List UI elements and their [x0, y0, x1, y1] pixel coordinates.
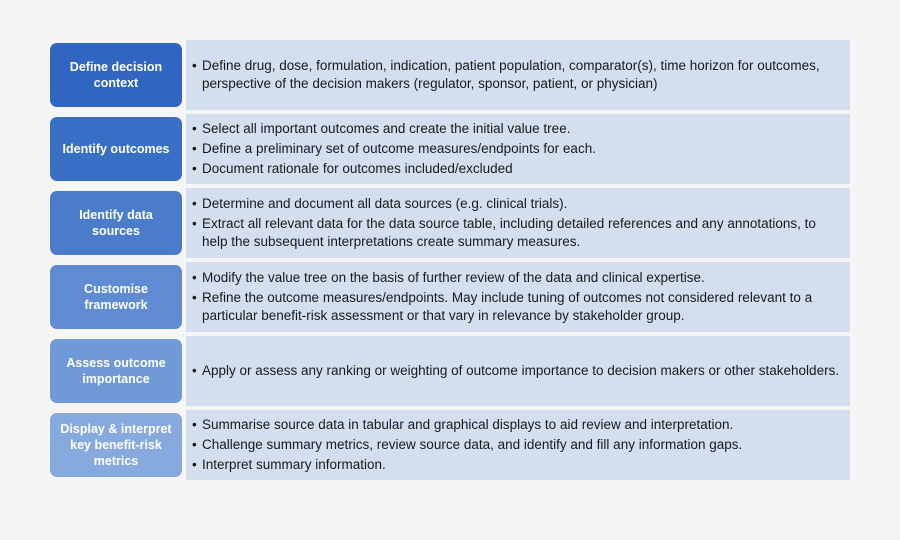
step-details — [186, 262, 850, 332]
bullet-icon: • — [192, 196, 197, 211]
step-row-assess-outcome-importance — [50, 336, 850, 406]
step-label: Display & interpret key benefit-risk metrics — [50, 413, 182, 477]
step-label: Identify data sources — [50, 191, 182, 255]
step-row-identify-outcomes — [50, 114, 850, 184]
bullet-icon: • — [192, 363, 197, 378]
step-label: Identify outcomes — [50, 117, 182, 181]
step-details — [186, 336, 850, 406]
step-label: Customise framework — [50, 265, 182, 329]
step-row-define-decision-context — [50, 40, 850, 110]
step-row-customise-framework — [50, 262, 850, 332]
bullet-icon: • — [192, 457, 197, 472]
bullet-item: • Extract all relevant data for the data source table, including detailed references and any annotations, to help the subsequent interpretations create summary measures. — [192, 216, 816, 249]
bullet-item: • Modify the value tree on the basis of further review of the data and clinical expertise. — [192, 270, 705, 285]
bullet-item: • Determine and document all data sources (e.g. clinical trials). — [192, 196, 568, 211]
step-details — [186, 188, 850, 258]
bullet-icon: • — [192, 121, 197, 136]
step-label: Define decision context — [50, 43, 182, 107]
bullet-item: • Define a preliminary set of outcome measures/endpoints for each. — [192, 141, 596, 156]
bullet-icon: • — [192, 141, 197, 156]
bullet-icon: • — [192, 161, 197, 176]
bullet-icon: • — [192, 417, 197, 432]
bullet-icon: • — [192, 58, 197, 73]
bullet-item: • Define drug, dose, formulation, indication, patient population, comparator(s), time horizon for outcomes, perspective of the decision makers (regulator, sponsor, patient, or physician) — [192, 58, 820, 91]
step-details — [186, 40, 850, 110]
bullet-icon: • — [192, 290, 197, 305]
bullet-icon: • — [192, 270, 197, 285]
bullet-item: • Summarise source data in tabular and graphical displays to aid review and interpretation. — [192, 417, 734, 432]
bullet-item: • Challenge summary metrics, review source data, and identify and fill any information gaps. — [192, 437, 743, 452]
bullet-item: • Document rationale for outcomes included/excluded — [192, 161, 513, 176]
step-row-display-interpret-metrics — [50, 410, 850, 480]
bullet-icon: • — [192, 216, 197, 231]
step-label: Assess outcome importance — [50, 339, 182, 403]
bullet-item: • Select all important outcomes and create the initial value tree. — [192, 121, 571, 136]
bullet-item: • Interpret summary information. — [192, 457, 386, 472]
step-details — [186, 410, 850, 480]
bullet-item: • Apply or assess any ranking or weighting of outcome importance to decision makers or other stakeholders. — [192, 363, 840, 378]
bullet-item: • Refine the outcome measures/endpoints. May include tuning of outcomes not considered relevant to a particular benefit-risk assessment or that vary in relevance by stakeholder group. — [192, 290, 813, 323]
process-diagram — [50, 40, 850, 484]
step-row-identify-data-sources — [50, 188, 850, 258]
bullet-icon: • — [192, 437, 197, 452]
step-details — [186, 114, 850, 184]
